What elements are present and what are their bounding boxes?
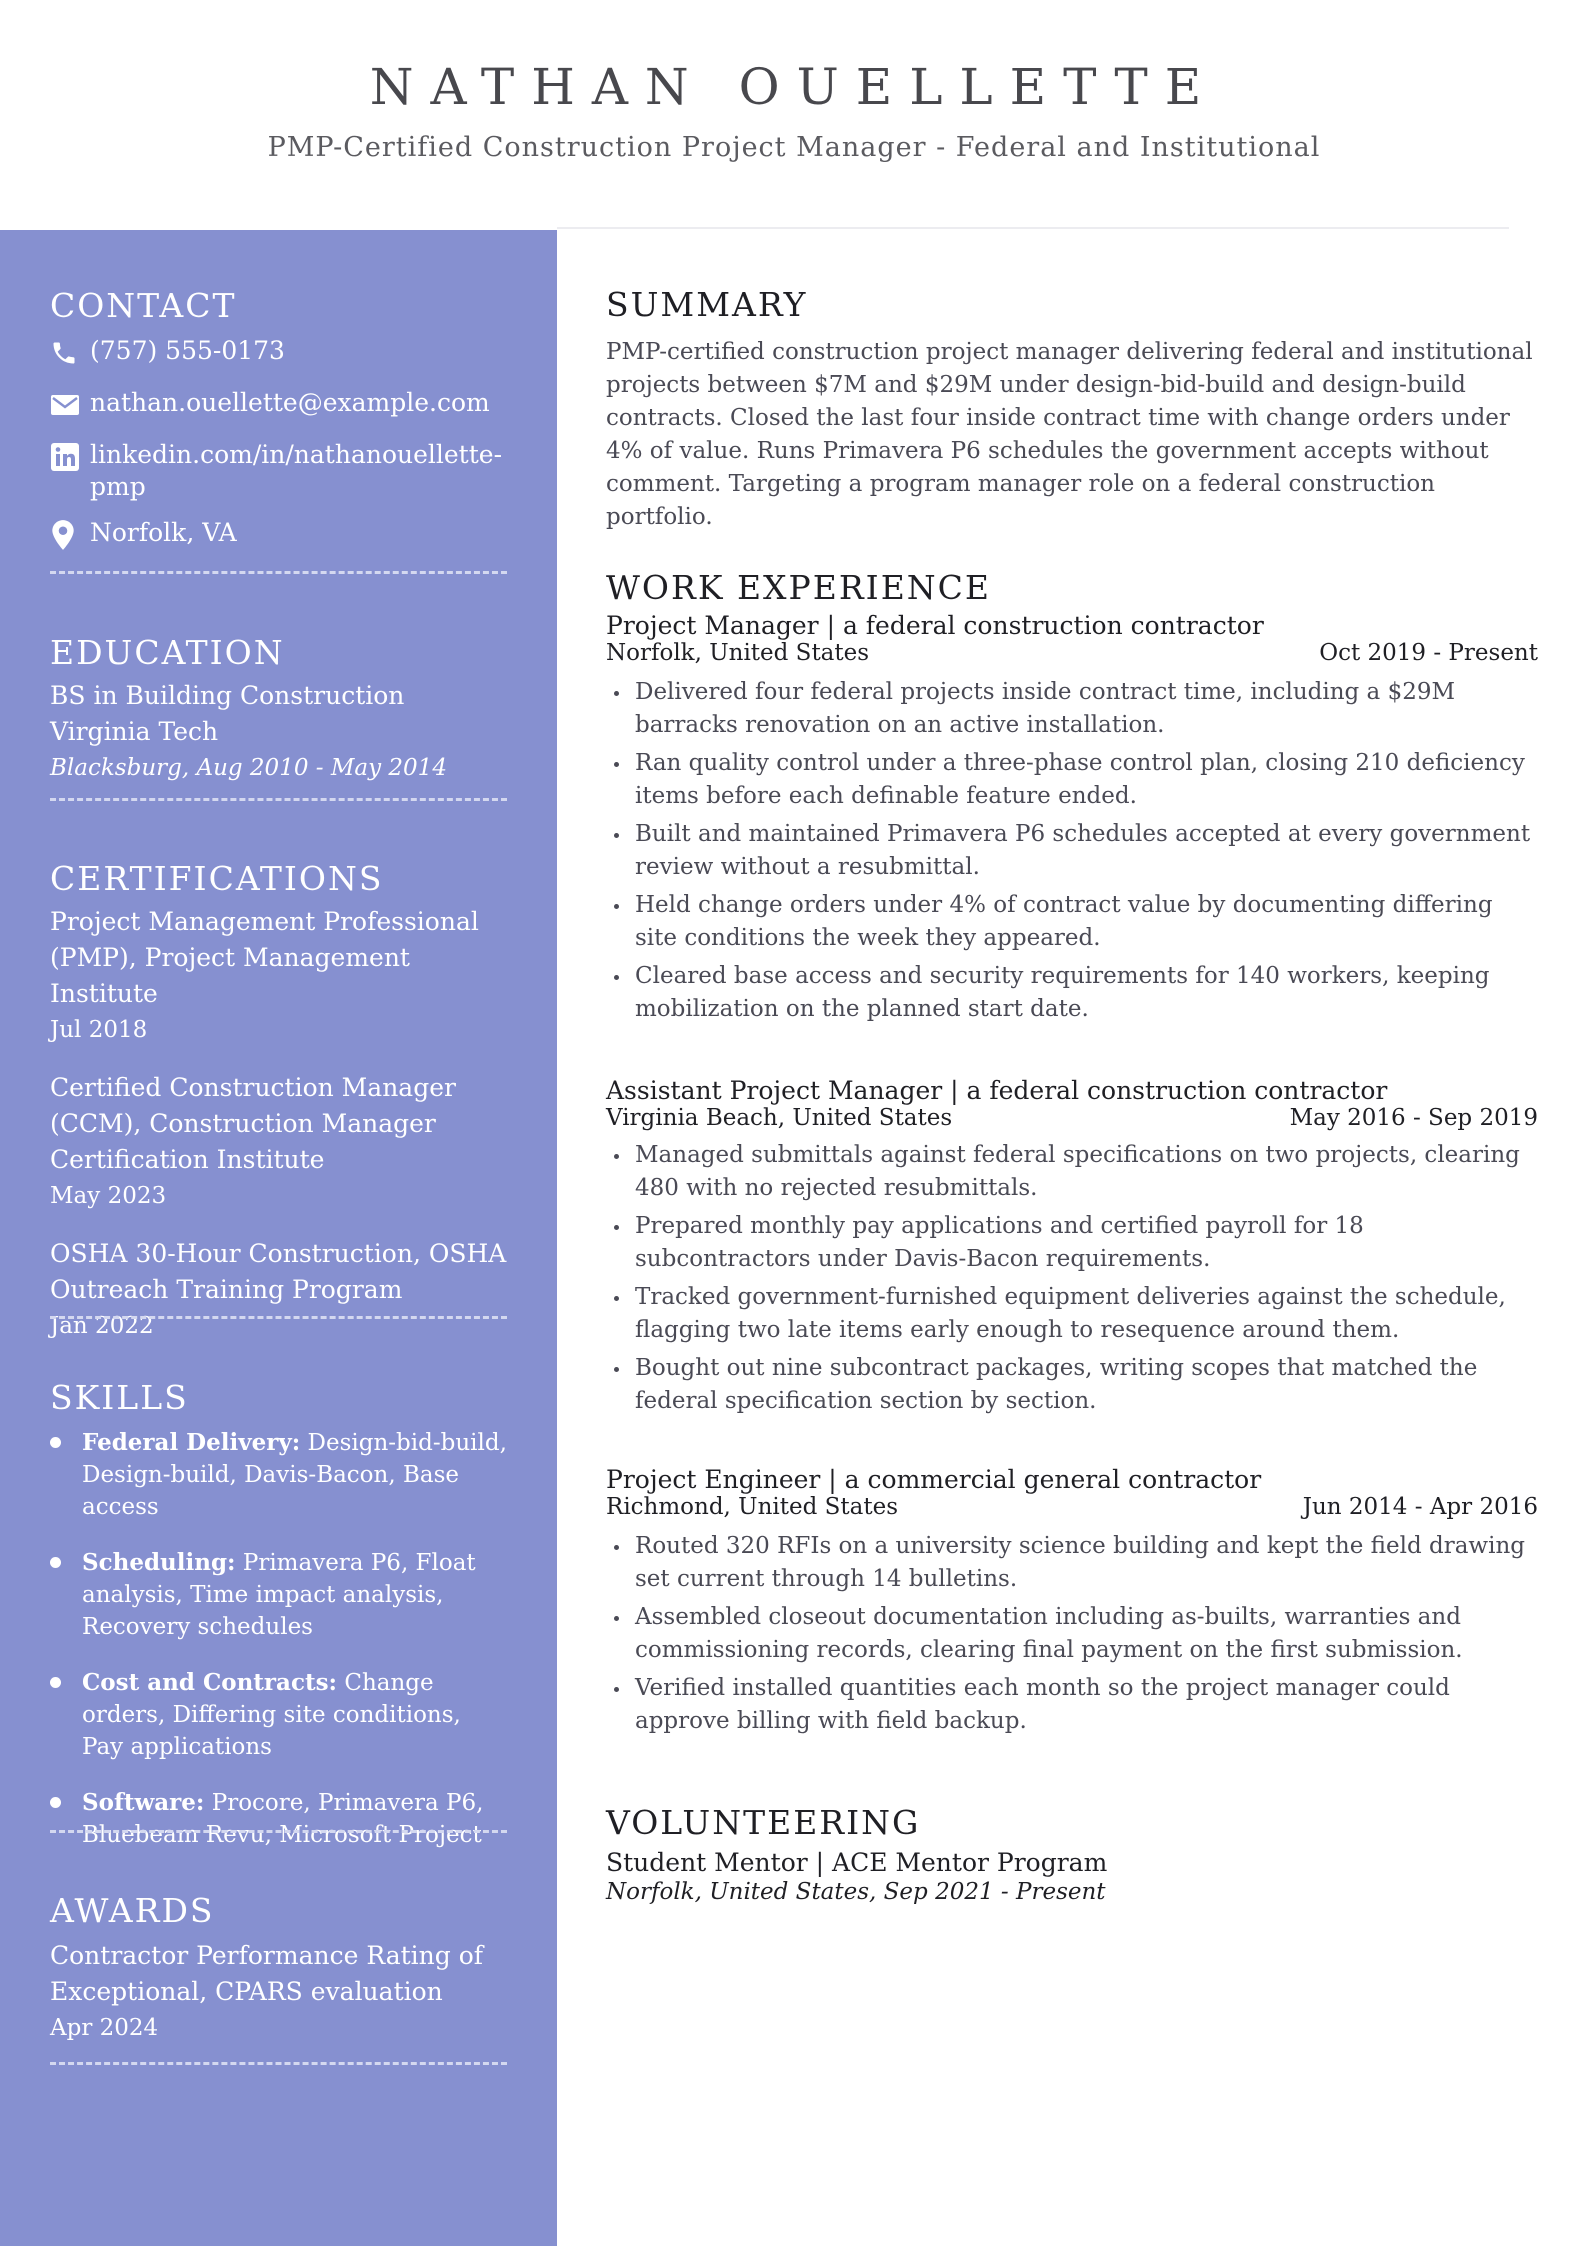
award-date: Apr 2024 bbox=[50, 2015, 159, 2041]
email-icon bbox=[50, 387, 90, 423]
certification-item bbox=[50, 1070, 507, 1214]
bullet-icon bbox=[614, 1545, 619, 1550]
candidate-title: PMP-Certified Construction Project Manager - Federal and Institutional bbox=[267, 132, 1321, 163]
education-degree: BS in Building Construction bbox=[50, 681, 405, 710]
volunteer-meta: Norfolk, United States, Sep 2021 - Present bbox=[606, 1879, 1106, 1905]
header-divider bbox=[557, 227, 1509, 229]
job-bullet: Ran quality control under a three-phase control plan, closing 210 deficiency items before each definable feature ended. bbox=[606, 747, 1538, 813]
job-bullet: Delivered four federal projects inside contract time, including a $29M barracks renovation on an active installation. bbox=[606, 676, 1538, 742]
skills-section bbox=[50, 1378, 507, 1851]
job-bullet: Assembled closeout documentation including as-builts, warranties and commissioning records, clearing final payment on the first submission. bbox=[606, 1601, 1538, 1667]
certifications-heading: CERTIFICATIONS bbox=[50, 859, 384, 898]
bullet-icon bbox=[614, 762, 619, 767]
location-text: Norfolk, VA bbox=[90, 518, 237, 547]
job-title: Project Manager | a federal construction contractor bbox=[606, 611, 1264, 640]
job-entry bbox=[606, 611, 1538, 1026]
job-meta bbox=[606, 640, 1538, 666]
skill-label: Scheduling: bbox=[82, 1549, 236, 1576]
bullet-icon bbox=[614, 1296, 619, 1301]
job-title: Assistant Project Manager | a federal construction contractor bbox=[606, 1076, 1388, 1105]
job-entry bbox=[606, 1465, 1538, 1743]
skill-text: Design-bid-build, Design-build, Davis-Bacon, Base access bbox=[82, 1430, 507, 1520]
job-bullet: Held change orders under 4% of contract value by documenting differing site conditions the week they appeared. bbox=[606, 889, 1538, 955]
contact-divider bbox=[50, 571, 507, 574]
awards-heading: AWARDS bbox=[50, 1891, 215, 1930]
skill-item bbox=[50, 1667, 507, 1763]
education-section bbox=[50, 633, 507, 786]
bullet-icon bbox=[614, 691, 619, 696]
job-bullet: Managed submittals against federal specifications on two projects, clearing 480 with no rejected resubmittals. bbox=[606, 1139, 1538, 1205]
job-location: Virginia Beach, United States bbox=[606, 1105, 953, 1131]
skills-divider bbox=[50, 1830, 507, 1833]
certification-date: Jul 2018 bbox=[50, 1017, 148, 1043]
bullet-icon bbox=[50, 1437, 61, 1448]
bullet-icon bbox=[614, 1616, 619, 1621]
awards-divider bbox=[50, 2062, 507, 2065]
skill-label: Federal Delivery: bbox=[82, 1429, 301, 1456]
skill-label: Cost and Contracts: bbox=[82, 1669, 338, 1696]
bullet-icon bbox=[614, 975, 619, 980]
job-title: Project Engineer | a commercial general contractor bbox=[606, 1465, 1262, 1494]
education-heading: EDUCATION bbox=[50, 633, 285, 672]
job-bullet: Bought out nine subcontract packages, writing scopes that matched the federal specification section by section. bbox=[606, 1352, 1538, 1418]
awards-section bbox=[50, 1891, 507, 2046]
skill-item bbox=[50, 1547, 507, 1643]
certification-item bbox=[50, 1236, 507, 1344]
education-school: Virginia Tech bbox=[50, 717, 219, 746]
bullet-icon bbox=[50, 1797, 61, 1808]
skill-text: Procore, Primavera P6, Bluebeam Revu, Microsoft Project bbox=[82, 1790, 484, 1848]
contact-linkedin[interactable] bbox=[50, 439, 507, 503]
bullet-icon bbox=[614, 1154, 619, 1159]
job-dates: May 2016 - Sep 2019 bbox=[1289, 1105, 1538, 1131]
summary-text: PMP-certified construction project manager delivering federal and institutional projects between $7M and $29M under design-bid-build and design-build contracts. Closed the last four inside contract time with change orders under 4% of value. Runs Primavera P6 schedules the government accepts without comment. Targeting a program manager role on a federal construction portfolio. bbox=[606, 339, 1533, 530]
summary-heading: SUMMARY bbox=[606, 285, 808, 324]
skill-label: Software: bbox=[82, 1789, 205, 1816]
certification-name: Certified Construction Manager (CCM), Construction Manager Certification Institute bbox=[50, 1073, 456, 1174]
job-bullet: Prepared monthly pay applications and certified payroll for 18 subcontractors under Davis-Bacon requirements. bbox=[606, 1210, 1538, 1276]
job-dates: Jun 2014 - Apr 2016 bbox=[1302, 1494, 1538, 1520]
linkedin-text bbox=[90, 439, 502, 503]
job-bullet: Built and maintained Primavera P6 schedules accepted at every government review without a resubmittal. bbox=[606, 818, 1538, 884]
job-location: Richmond, United States bbox=[606, 1494, 898, 1520]
skill-text: Change orders, Differing site conditions, Pay applications bbox=[82, 1670, 461, 1760]
linkedin-icon bbox=[50, 439, 90, 475]
job-bullet: Verified installed quantities each month so the project manager could approve billing with field backup. bbox=[606, 1672, 1538, 1738]
skill-item bbox=[50, 1427, 507, 1523]
bullet-icon bbox=[614, 1687, 619, 1692]
certifications-section bbox=[50, 859, 507, 1344]
job-bullet: Routed 320 RFIs on a university science building and kept the field drawing set current through 14 bulletins. bbox=[606, 1530, 1538, 1596]
contact-email[interactable] bbox=[50, 387, 507, 423]
certifications-divider bbox=[50, 1316, 507, 1319]
job-meta bbox=[606, 1494, 1538, 1520]
linkedin-line-2: pmp bbox=[90, 472, 146, 501]
job-entry bbox=[606, 1076, 1538, 1423]
certification-date: Jan 2022 bbox=[50, 1313, 154, 1339]
experience-section bbox=[606, 568, 1538, 1031]
location-pin-icon bbox=[50, 517, 90, 553]
job-bullet: Tracked government-furnished equipment deliveries against the schedule, flagging two late items early enough to resequence around them. bbox=[606, 1281, 1538, 1347]
bullet-icon bbox=[614, 833, 619, 838]
certification-date: May 2023 bbox=[50, 1183, 167, 1209]
summary-section bbox=[606, 285, 1538, 534]
bullet-icon bbox=[614, 1225, 619, 1230]
job-bullets bbox=[606, 676, 1538, 1026]
education-divider bbox=[50, 798, 507, 801]
education-details: Blacksburg, Aug 2010 - May 2014 bbox=[50, 755, 447, 781]
skill-item bbox=[50, 1787, 507, 1851]
bullet-icon bbox=[614, 904, 619, 909]
linkedin-line-1: linkedin.com/in/nathanouellette- bbox=[90, 440, 503, 469]
phone-text: (757) 555-0173 bbox=[90, 336, 285, 365]
certification-item bbox=[50, 904, 507, 1048]
email-text: nathan.ouellette@example.com bbox=[90, 388, 490, 417]
candidate-name: NATHAN OUELLETTE bbox=[369, 58, 1219, 116]
phone-icon bbox=[50, 335, 90, 371]
contact-section bbox=[50, 286, 507, 553]
experience-heading: WORK EXPERIENCE bbox=[606, 568, 992, 607]
job-bullet: Cleared base access and security requirements for 140 workers, keeping mobilization on the planned start date. bbox=[606, 960, 1538, 1026]
certification-name: Project Management Professional (PMP), Project Management Institute bbox=[50, 907, 479, 1008]
skills-heading: SKILLS bbox=[50, 1378, 189, 1417]
contact-heading: CONTACT bbox=[50, 286, 237, 325]
volunteering-section bbox=[606, 1803, 1538, 1905]
award-name: Contractor Performance Rating of Exceptional, CPARS evaluation bbox=[50, 1941, 484, 2006]
job-bullets bbox=[606, 1139, 1538, 1418]
volunteer-role: Student Mentor | ACE Mentor Program bbox=[606, 1848, 1108, 1877]
certification-name: OSHA 30-Hour Construction, OSHA Outreach Training Program bbox=[50, 1239, 507, 1304]
bullet-icon bbox=[50, 1677, 61, 1688]
bullet-icon bbox=[50, 1557, 61, 1568]
sidebar bbox=[0, 230, 557, 2246]
job-dates: Oct 2019 - Present bbox=[1319, 640, 1538, 666]
bullet-icon bbox=[614, 1367, 619, 1372]
job-location: Norfolk, United States bbox=[606, 640, 870, 666]
contact-location bbox=[50, 517, 507, 553]
job-bullets bbox=[606, 1530, 1538, 1738]
skill-text: Primavera P6, Float analysis, Time impact analysis, Recovery schedules bbox=[82, 1550, 476, 1640]
volunteering-heading: VOLUNTEERING bbox=[606, 1803, 921, 1842]
job-meta bbox=[606, 1105, 1538, 1131]
contact-phone[interactable] bbox=[50, 335, 507, 371]
resume-header bbox=[0, 0, 1588, 228]
